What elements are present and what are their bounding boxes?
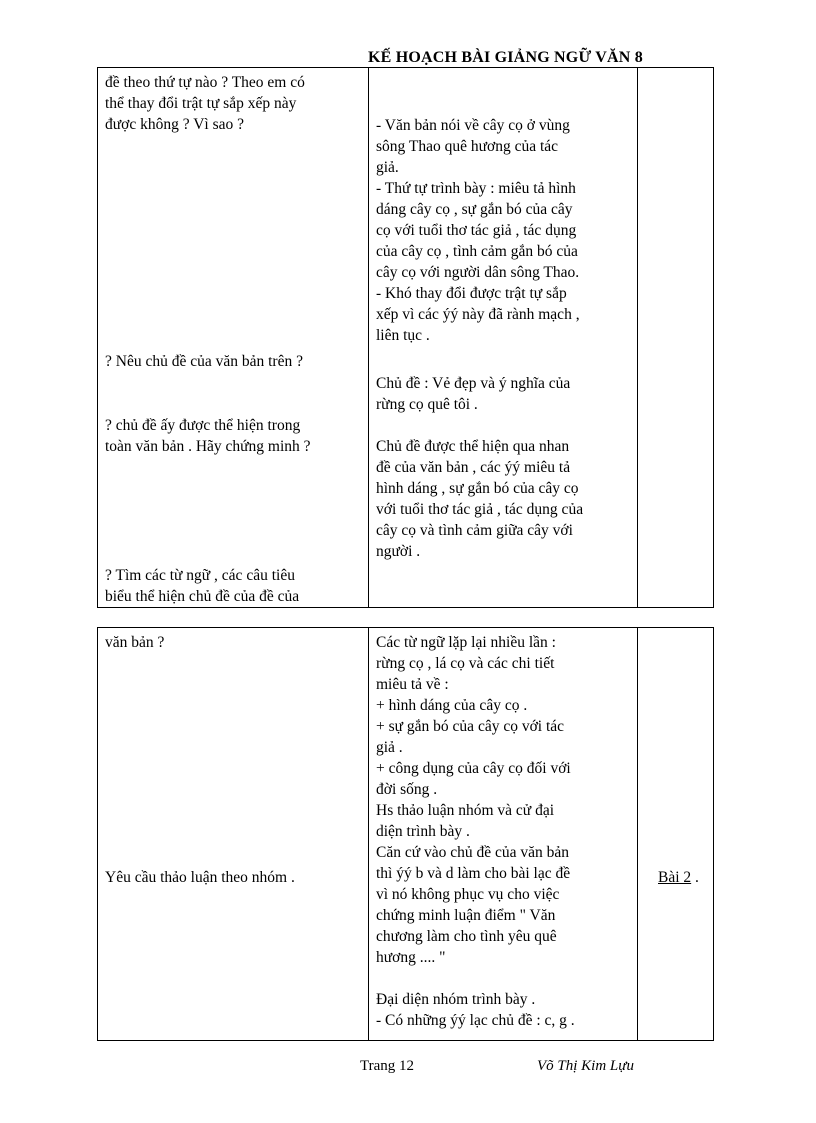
question-order: đề theo thứ tự nào ? Theo em có thể thay đổi trật tự sắp xếp này được không ? Vì sao ? (105, 74, 305, 133)
question-continued: văn bản ? (105, 634, 165, 651)
table-row (98, 628, 714, 1041)
exercise-suffix: . (691, 869, 699, 886)
answer-theme-proof: Chủ đề được thể hiện qua nhan đề của văn bản , các ýý miêu tả hình dáng , sự gắn bó của cây cọ với tuổi thơ tác giả , tác dụng của cây cọ và tình cảm giữa cây với người . (376, 438, 584, 560)
note-column (638, 628, 714, 1041)
page-number: Trang 12 (360, 1058, 415, 1074)
exercise-label (658, 867, 711, 888)
note-column (638, 68, 714, 608)
answer-text-order: - Văn bản nói về cây cọ ở vùng sông Thao quê hương của tác giả. - Thứ tự trình bày : miêu tả hình dáng cây cọ , sự gắn bó của cây cọ với tuổi thơ tác giả , tác dụng của cây cọ , tình cảm gắn bó của cây cọ với người dân sông Thao. - Khó thay đổi được trật tự sắp xếp vì các ýý này đã rành mạch , liên tục . (376, 117, 580, 344)
answer-keywords: Các từ ngữ lặp lại nhiều lần : rừng cọ , lá cọ và các chi tiết miêu tả về : + hình dáng của cây cọ . + sự gắn bó của cây cọ với tác giả . + công dụng của cây cọ đối với đời sống . Hs thảo luận nhóm và cử đại diện trình bày . Căn cứ vào chủ đề của văn bản thì ýý b và d làm cho bài lạc đề vì nó không phục vụ cho việc chứng minh luận điểm " Văn chương làm cho tình yêu quê hương .... " Đại diện nhóm trình bày . - Có những ýý lạc chủ đề : c, g . (376, 634, 575, 1029)
answer-column (369, 628, 638, 1041)
author-name: Võ Thị Kim Lựu (537, 1058, 634, 1074)
answer-column (369, 68, 638, 608)
lesson-table-1 (97, 67, 714, 608)
answer-theme: Chủ đề : Vẻ đẹp và ý nghĩa của rừng cọ quê tôi . (376, 375, 571, 413)
page-header-title: KẾ HOẠCH BÀI GIẢNG NGỮ VĂN 8 (368, 49, 643, 66)
table-row (98, 68, 714, 608)
question-column (98, 68, 369, 608)
exercise-number: Bài 2 (658, 869, 692, 886)
lesson-table-2 (97, 627, 714, 1041)
group-discussion-request: Yêu cầu thảo luận theo nhóm . (105, 869, 295, 886)
question-theme-proof: ? chủ đề ấy được thể hiện trong toàn văn bản . Hãy chứng minh ? (105, 417, 311, 455)
question-column (98, 628, 369, 1041)
question-theme: ? Nêu chủ đề của văn bản trên ? (105, 353, 303, 370)
question-keywords: ? Tìm các từ ngữ , các câu tiêu biểu thể hiện chủ đề của đề của (105, 567, 300, 605)
